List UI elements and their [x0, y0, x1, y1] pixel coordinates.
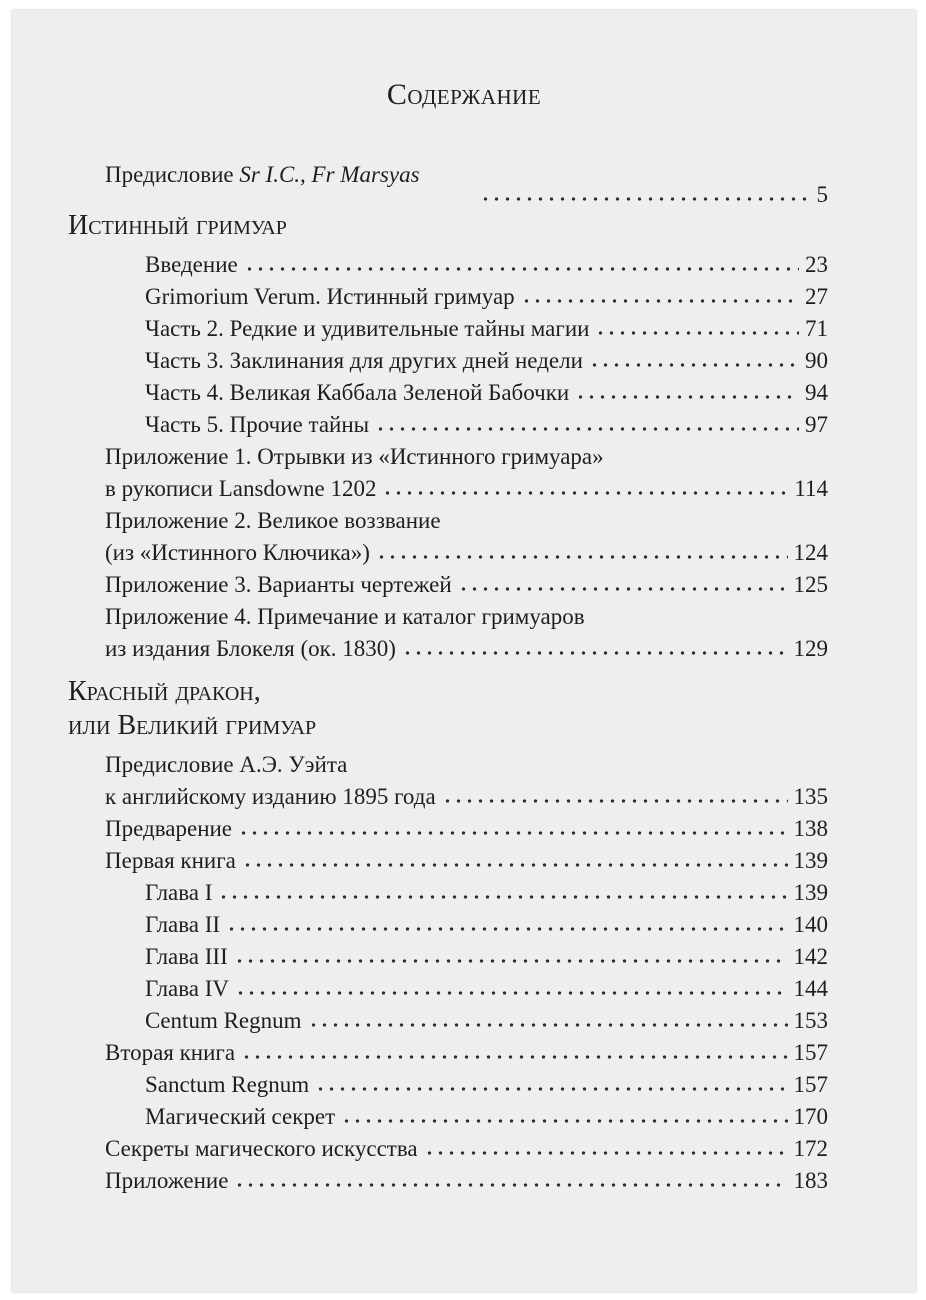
toc-entry [145, 1070, 828, 1100]
toc-entry [105, 814, 828, 844]
dot-leader [234, 1182, 787, 1188]
toc-entry [145, 974, 828, 1004]
page-title: Содержание [386, 78, 542, 111]
dot-leader [238, 830, 787, 836]
toc-entry [145, 282, 828, 312]
page-number: 94 [805, 380, 828, 405]
toc-entry [145, 314, 828, 344]
entry-label: Глава IV [145, 976, 230, 1001]
page-number: 129 [793, 636, 828, 661]
toc-entry [105, 474, 828, 504]
page-number: 138 [793, 816, 828, 841]
dot-leader [575, 394, 799, 400]
dot-leader [458, 586, 788, 592]
dot-leader [242, 862, 788, 868]
toc-entry [145, 250, 828, 280]
page-number: 183 [793, 1168, 828, 1193]
toc-entry [105, 782, 828, 812]
page-number: 139 [793, 880, 828, 905]
dot-leader [226, 926, 787, 932]
entry-label: Sanctum Regnum [145, 1072, 310, 1097]
toc-entry-line1: Приложение 2. Великое воззвание [105, 508, 441, 533]
entry-label: (из «Истинного Ключика») [105, 540, 370, 565]
entry-label: Centum Regnum [145, 1008, 302, 1033]
entry-authors: Sr I.C., Fr Marsyas [239, 162, 420, 187]
entry-label: Часть 3. Заклинания для других дней недели [145, 348, 583, 373]
dot-leader [442, 798, 788, 804]
dot-leader [376, 554, 788, 560]
toc-entry-line1: Приложение 1. Отрывки из «Истинного гримуара» [105, 444, 604, 469]
dot-leader [595, 330, 799, 336]
dot-leader [402, 650, 788, 656]
toc-entry [105, 538, 828, 568]
book-page [12, 10, 916, 1292]
dot-leader [244, 266, 799, 272]
page-number: 172 [793, 1136, 828, 1161]
dot-leader [424, 1150, 788, 1156]
dot-leader [308, 1022, 788, 1028]
entry-label: Grimorium Verum. Истинный гримуар [145, 284, 515, 309]
dot-leader [218, 894, 787, 900]
dot-leader [234, 958, 788, 964]
entry-label: Глава II [145, 912, 221, 937]
section-heading-true-grimoire: Истинный гримуар [68, 210, 287, 241]
toc-entry [145, 878, 828, 908]
page-number: 170 [793, 1104, 828, 1129]
entry-label: Секреты магического искусства [105, 1136, 418, 1161]
page-number: 144 [793, 976, 828, 1001]
entry-label: Первая книга [105, 848, 236, 873]
page-number: 23 [805, 252, 828, 277]
entry-label: Магический секрет [145, 1104, 336, 1129]
page-number: 140 [793, 912, 828, 937]
entry-label: в рукописи Lansdowne 1202 [105, 476, 377, 501]
entry-label: из издания Блокеля (ок. 1830) [105, 636, 396, 661]
page-number: 90 [805, 348, 828, 373]
entry-label: к английскому изданию 1895 года [105, 784, 436, 809]
entry-label: Глава I [145, 880, 213, 905]
page-number: 124 [793, 540, 828, 565]
dot-leader [521, 298, 799, 304]
page-number: 125 [793, 572, 828, 597]
toc-entry [145, 378, 828, 408]
toc-entry [145, 942, 828, 972]
page-number: 153 [793, 1008, 828, 1033]
page-number: 5 [816, 182, 828, 207]
toc-entry [145, 910, 828, 940]
dot-leader [375, 426, 799, 432]
toc-entry [105, 1134, 828, 1164]
entry-label: Часть 5. Прочие тайны [145, 412, 370, 437]
entry-label: Приложение 3. Варианты чертежей [105, 572, 452, 597]
toc-entry [145, 1006, 828, 1036]
toc-entry [105, 1038, 828, 1068]
toc-entry [105, 1166, 828, 1196]
entry-label: Часть 2. Редкие и удивительные тайны магии [145, 316, 590, 341]
entry-label: Часть 4. Великая Каббала Зеленой Бабочки [145, 380, 570, 405]
section-heading-red-dragon-line1: Красный дракон, [68, 676, 261, 707]
toc-entry-line1: Приложение 4. Примечание и каталог гримуаров [105, 604, 585, 629]
page-number: 139 [793, 848, 828, 873]
entry-label: Глава III [145, 944, 228, 969]
entry-label: Предисловие [105, 162, 234, 187]
toc-entry [145, 410, 828, 440]
page-number: 114 [794, 476, 828, 501]
dot-leader [382, 490, 788, 496]
toc-entry-line1: Предисловие А.Э. Уэйта [105, 752, 348, 777]
page-number: 157 [793, 1072, 828, 1097]
table-of-contents [12, 10, 916, 1292]
toc-entry [105, 634, 828, 664]
entry-label: Введение [145, 252, 238, 277]
toc-entry-preface-leader [474, 180, 828, 210]
dot-leader [341, 1118, 787, 1124]
toc-entry [145, 346, 828, 376]
toc-entry [145, 1102, 828, 1132]
page-number: 135 [793, 784, 828, 809]
page-number: 157 [793, 1040, 828, 1065]
dot-leader [589, 362, 799, 368]
entry-label: Приложение [105, 1168, 229, 1193]
dot-leader [480, 196, 811, 202]
dot-leader [235, 990, 787, 996]
page-number: 27 [805, 284, 828, 309]
section-heading-red-dragon-line2: или Великий гримуар [68, 710, 317, 741]
entry-label: Предварение [105, 816, 233, 841]
dot-leader [315, 1086, 787, 1092]
entry-label: Вторая книга [105, 1040, 236, 1065]
toc-entry [105, 846, 828, 876]
page-number: 97 [805, 412, 828, 437]
toc-entry [105, 570, 828, 600]
dot-leader [241, 1054, 787, 1060]
page-number: 142 [793, 944, 828, 969]
page-number: 71 [805, 316, 828, 341]
